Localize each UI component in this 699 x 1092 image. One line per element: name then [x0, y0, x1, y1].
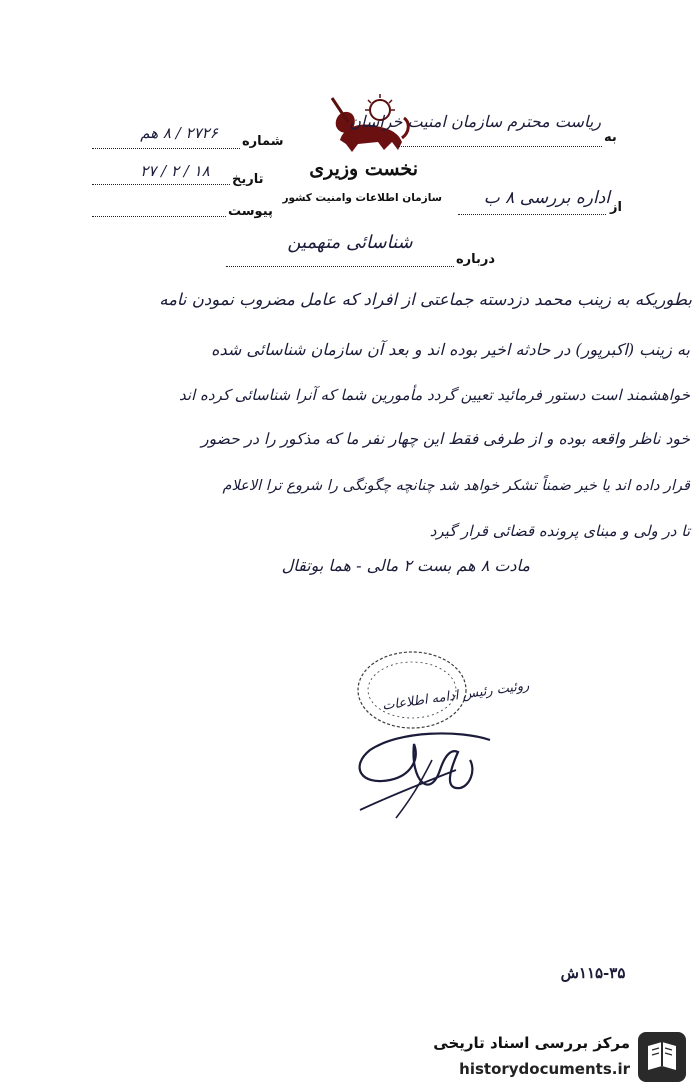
closing-line: مادت ۸ هم بست ۲ مالی - هما بوتقال [281, 556, 530, 575]
watermark-title: مرکز بررسی اسناد تاریخی [433, 1034, 630, 1052]
to-value: ریاست محترم سازمان امنیت خراسان [349, 112, 601, 131]
date-value: ۱۸ / ۲ / ۲۷ [140, 162, 210, 180]
to-label: به [604, 130, 617, 145]
attachment-dotted-line [92, 216, 226, 217]
from-dotted-line [458, 214, 606, 215]
number-value: ۲۷۲۶ / ۸ هم [140, 124, 218, 142]
body-line-3: خواهشمند است دستور فرمائید تعیین گردد مأمورین شما که آنرا شناسائی کرده اند [179, 386, 690, 404]
number-dotted-line [92, 148, 240, 149]
body-line-6: تا در ولی و مبنای پرونده قضائی قرار گیرد [429, 522, 690, 540]
to-dotted-line [398, 146, 602, 147]
body-line-2: به زینب (اکبرپور) در حادثه اخیر بوده اند و بعد آن سازمان شناسائی شده [211, 340, 690, 359]
signature-note: روئیت رئیس ادامه اطلاعات [381, 678, 531, 714]
department-name: سازمان اطلاعات وامنیت کشور [282, 192, 442, 204]
date-label: تاریخ [232, 172, 264, 187]
subject-value: شناسائی متهمین [287, 232, 413, 253]
organization-name: نخست وزیری [309, 158, 418, 180]
handwritten-signature [340, 700, 500, 830]
body-line-4: خود ناظر واقعه بوده و از طرفی فقط این چهار نفر ما که مذکور را در حضور [201, 430, 690, 448]
watermark-panel [400, 1028, 690, 1086]
watermark-url: historydocuments.ir [459, 1060, 630, 1078]
body-line-5: قرار داده اند یا خیر ضمناً تشکر خواهد شد چنانچه چگونگی را شروع ترا الاعلام [222, 478, 690, 494]
attachment-label: پیوست [228, 204, 273, 219]
number-label: شماره [242, 134, 284, 149]
body-line-1: بطوریکه به زینب محمد دزدسته جماعتی از افراد که عامل مضروب نمودن نامه [159, 290, 692, 309]
book-logo-icon [636, 1030, 688, 1084]
subject-dotted-line [226, 266, 454, 267]
page-reference: ۱۱۵-۳۵ش [560, 964, 626, 982]
date-dotted-line [92, 184, 230, 185]
subject-label: درباره [456, 252, 496, 267]
from-value: اداره بررسی ۸ ب [483, 188, 610, 208]
from-label: از [610, 200, 622, 215]
